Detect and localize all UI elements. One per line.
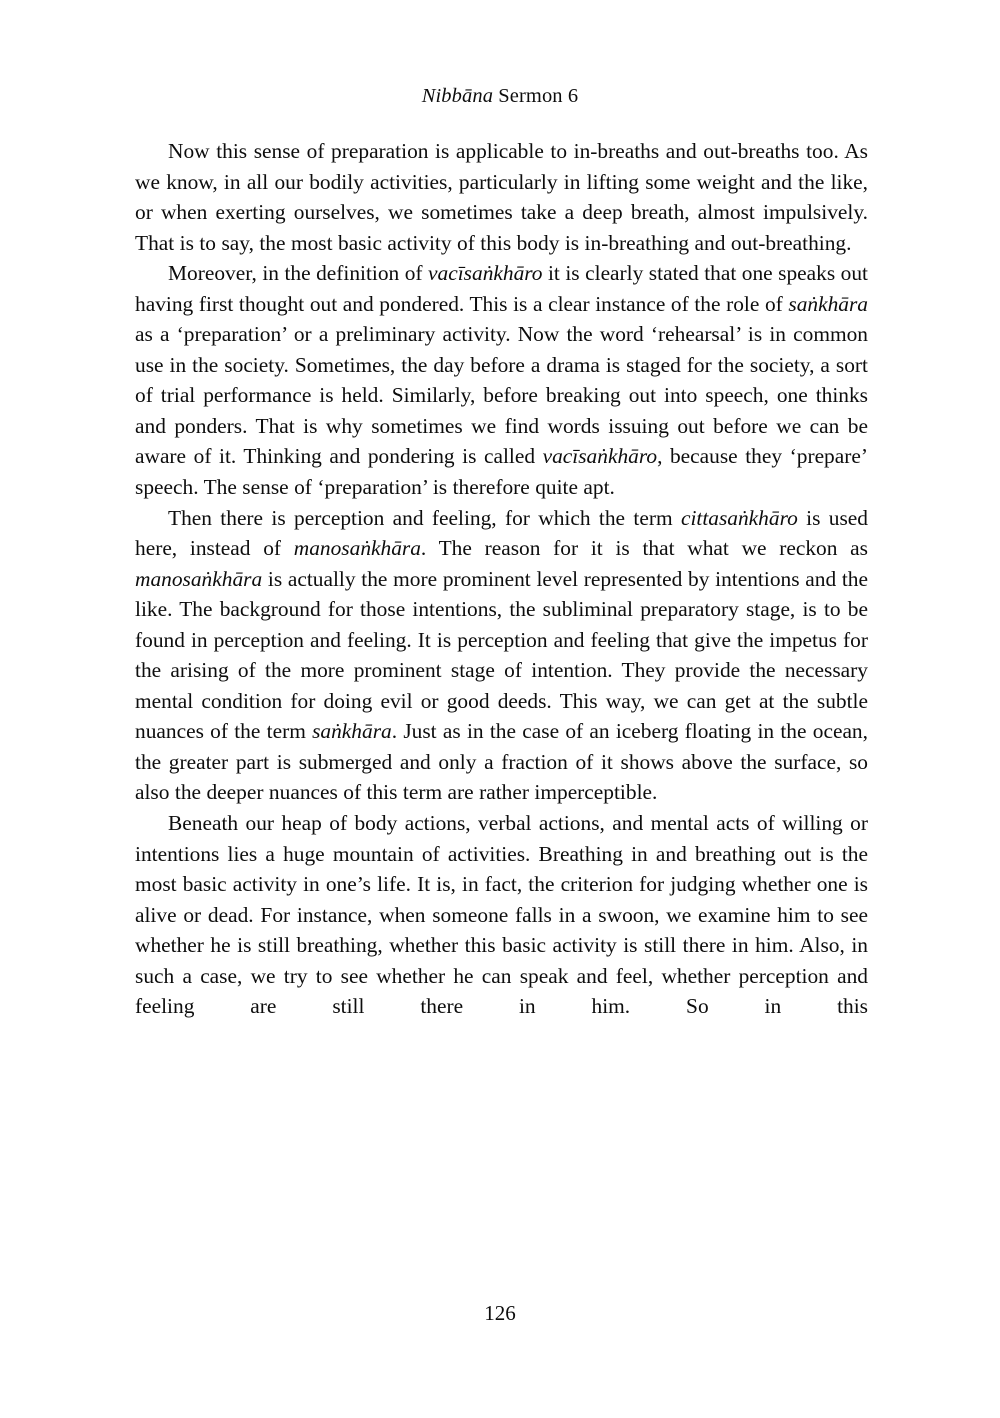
text-run: Now this sense of preparation is applicable to in-breaths and out-breaths too. As we know, in all our bodily activities, particularly in lifting some weight and the like, or when exerting ourselves, we sometimes take a deep breath, almost impulsively. That is to say, the most basic activity of this body is in-breathing and out-breathing. [135,139,868,255]
pali-term: saṅkhāra [312,719,392,744]
running-head-sermon: Sermon 6 [493,85,579,107]
text-run: as a ‘preparation’ or a preliminary activity. Now the word ‘rehearsal’ is in common use in the society. Sometimes, the day before a drama is staged for the society, a sort of trial performance is held. Similarly, before breaking out into speech, one thinks and ponders. That is why sometimes we find words issuing out before we can be aware of it. Thinking and pondering is called [135,322,868,469]
pali-term: saṅkhāra [788,291,868,316]
paragraph [135,808,868,1052]
text-run: Then there is perception and feeling, for which the term [168,505,681,530]
pali-term: manosaṅkhāra [135,566,263,591]
body-text-block [135,136,868,1052]
text-run: Moreover, in the definition of [168,261,429,286]
text-run: Beneath our heap of body actions, verbal actions, and mental acts of willing or intentions lies a huge mountain of activities. Breathing in and breathing out is the most basic activity in one’s life. It is, in fact, the criterion for judging whether one is alive or dead. For instance, when someone falls in a swoon, we examine him to see whether he is still breathing, whether this basic activity is still there in him. Also, in such a case, we try to see whether he can speak and feel, whether perception and feeling are still there in him. So in this [135,811,868,1019]
pali-term: manosaṅkhāra [293,536,421,561]
text-run: . The reason for it is that what we reckon as [420,536,868,561]
paragraph [135,503,868,808]
text-run: it is clearly stated that one speaks out having first thought out and pondered. This is a clear instance of the role of [135,261,868,316]
text-run: , because they ‘prepare’ speech. The sense of ‘preparation’ is therefore quite apt. [135,444,868,500]
text-run: is actually the more prominent level represented by intentions and the like. The background for those intentions, the subliminal preparatory stage, is to be found in perception and feeling. It is perception and feeling that give the impetus for the arising of the more prominent stage of intention. They provide the necessary mental condition for doing evil or good deeds. This way, we can get at the subtle nuances of the term [135,566,868,744]
paragraph [135,258,868,502]
pali-term: cittasaṅkhāro [680,505,798,530]
pali-term: vacīsaṅkhāro [428,261,543,286]
running-head-title: Nibbāna [421,85,494,107]
running-head [0,85,1000,108]
paragraph [135,136,868,258]
text-run: . Just as in the case of an iceberg floating in the ocean, the greater part is submerged and only a fraction of it shows above the surface, so also the deeper nuances of this term are rather imperceptible. [135,719,868,805]
page-number: 126 [484,1301,516,1325]
text-run: is used here, instead of [135,505,868,561]
pali-term: vacīsaṅkhāro [542,444,658,469]
